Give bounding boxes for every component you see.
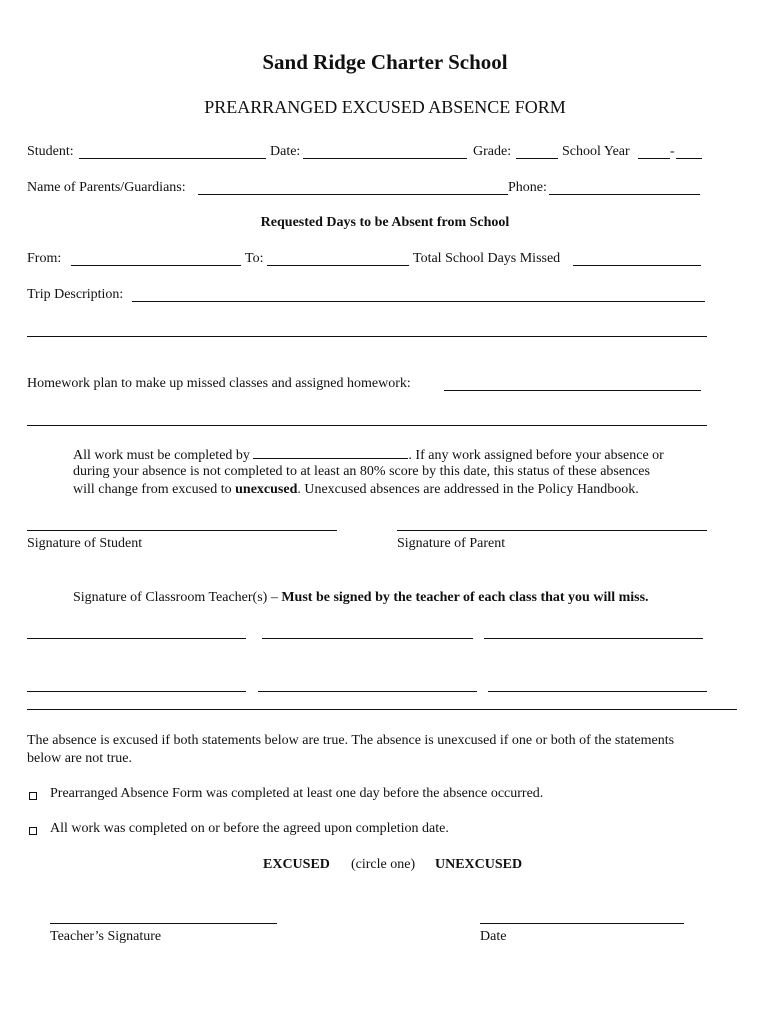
teacher-signature-field-5[interactable] <box>258 691 477 692</box>
teacher-signature-label: Signature of Classroom Teacher(s) – <box>73 590 282 605</box>
excuse-rules-line1: The absence is excused if both statements below are true. The absence is unexcused if one or both of the statements <box>27 733 675 748</box>
to-label: To: <box>245 251 264 266</box>
homework-plan-field[interactable] <box>444 390 701 391</box>
grade-label: Grade: <box>473 144 512 159</box>
teacher-final-signature-label: Teacher’s Signature <box>50 929 162 944</box>
trip-description-field-line2[interactable] <box>27 336 707 337</box>
parent-signature-label: Signature of Parent <box>397 536 506 551</box>
teacher-final-signature-field[interactable] <box>50 923 277 924</box>
phone-field[interactable] <box>549 194 700 195</box>
from-field[interactable] <box>71 265 241 266</box>
school-year-label: School Year <box>562 144 630 159</box>
school-year-start-field[interactable] <box>638 158 670 159</box>
excuse-rules-line2: below are not true. <box>27 751 132 766</box>
homework-plan-label: Homework plan to make up missed classes and assigned homework: <box>27 376 411 391</box>
date-label: Date: <box>270 144 301 159</box>
checkbox-work-completed[interactable] <box>29 827 37 835</box>
unexcused-option[interactable]: UNEXCUSED <box>435 857 523 872</box>
teacher-signature-instruction <box>73 591 649 605</box>
trip-description-label: Trip Description: <box>27 287 124 302</box>
parents-field[interactable] <box>198 194 508 195</box>
phone-label: Phone: <box>508 180 547 195</box>
form-title: PREARRANGED EXCUSED ABSENCE FORM <box>204 97 566 117</box>
student-label: Student: <box>27 144 74 159</box>
teacher-signature-requirement: Must be signed by the teacher of each class that you will miss. <box>281 590 649 605</box>
final-date-label: Date <box>480 929 507 944</box>
homework-plan-field-line2[interactable] <box>27 425 707 426</box>
from-label: From: <box>27 251 62 266</box>
student-field[interactable] <box>79 158 266 159</box>
teacher-signature-field-3[interactable] <box>484 638 703 639</box>
final-date-field[interactable] <box>480 923 684 924</box>
notice-line3 <box>73 483 639 497</box>
notice-line1 <box>73 447 664 463</box>
teacher-signature-field-4[interactable] <box>27 691 246 692</box>
grade-field[interactable] <box>516 158 558 159</box>
teacher-signature-field-6[interactable] <box>488 691 707 692</box>
school-year-end-field[interactable] <box>676 158 702 159</box>
section-divider <box>27 709 737 710</box>
student-signature-field[interactable] <box>27 530 337 531</box>
completion-date-field[interactable] <box>253 447 408 459</box>
notice-line3-pre: will change from excused to <box>73 482 232 497</box>
notice-line3-post: . Unexcused absences are addressed in the Policy Handbook. <box>297 482 639 497</box>
teacher-signature-field-2[interactable] <box>262 638 473 639</box>
unexcused-emphasis: unexcused <box>235 482 298 497</box>
total-days-field[interactable] <box>573 265 701 266</box>
notice-line1-post: . If any work assigned before your absence or <box>408 448 664 463</box>
school-name: Sand Ridge Charter School <box>262 50 508 74</box>
school-year-separator: - <box>670 144 675 159</box>
requested-days-heading: Requested Days to be Absent from School <box>260 215 510 230</box>
notice-line2: during your absence is not completed to at least an 80% score by this date, this status of these absences <box>73 464 650 479</box>
date-field[interactable] <box>303 158 467 159</box>
rule-item-1: Prearranged Absence Form was completed at least one day before the absence occurred. <box>50 786 544 801</box>
student-signature-label: Signature of Student <box>27 536 143 551</box>
rule-item-2: All work was completed on or before the agreed upon completion date. <box>50 821 449 836</box>
parents-label: Name of Parents/Guardians: <box>27 180 186 195</box>
trip-description-field[interactable] <box>132 301 705 302</box>
excused-option[interactable]: EXCUSED <box>263 857 330 872</box>
parent-signature-field[interactable] <box>397 530 707 531</box>
circle-one-note: (circle one) <box>351 857 416 872</box>
to-field[interactable] <box>267 265 409 266</box>
total-days-label: Total School Days Missed <box>413 251 561 266</box>
checkbox-form-completed[interactable] <box>29 792 37 800</box>
notice-line1-pre: All work must be completed by <box>73 448 250 463</box>
teacher-signature-field-1[interactable] <box>27 638 246 639</box>
